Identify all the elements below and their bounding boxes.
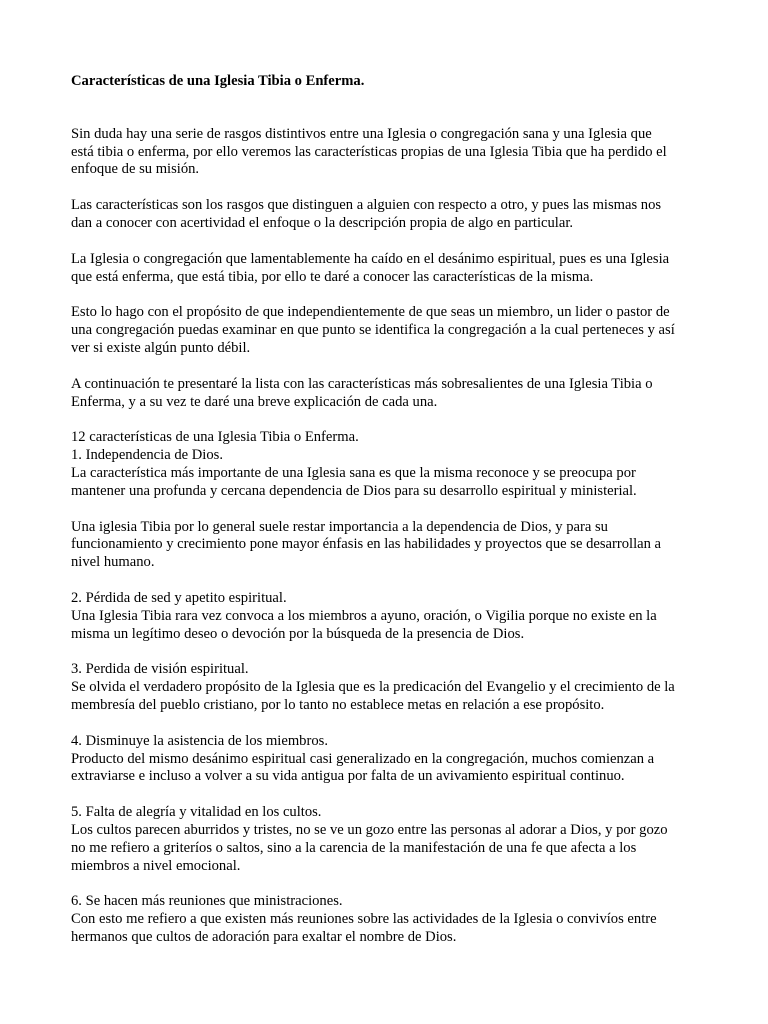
text-line: que está enferma, que está tibia, por ello te daré a conocer las características de la misma. [71, 268, 594, 285]
paragraph [71, 661, 708, 714]
text-line: hermanos que cultos de adoración para exaltar el nombre de Dios. [71, 928, 457, 945]
text-line: Una iglesia Tibia por lo general suele restar importancia a la dependencia de Dios, y para su [71, 518, 608, 535]
text-line: miembros a nivel emocional. [71, 857, 241, 874]
text-line: Los cultos parecen aburridos y tristes, no se ve un gozo entre las personas al adorar a Dios, y por gozo [71, 821, 668, 838]
text-line: mantener una profunda y cercana dependencia de Dios para su desarrollo espiritual y ministerial. [71, 482, 637, 499]
paragraph [71, 304, 708, 357]
text-line: está tibia o enferma, por ello veremos las características propias de una Iglesia Tibia que ha perdido el [71, 143, 667, 160]
text-line: Se olvida el verdadero propósito de la Iglesia que es la predicación del Evangelio y el crecimiento de la [71, 679, 675, 696]
paragraph [71, 893, 708, 946]
text-line: Enferma, y a su vez te daré una breve explicación de cada una. [71, 393, 438, 410]
text-line: A continuación te presentaré la lista con las características más sobresalientes de una Iglesia Tibia o [71, 375, 653, 392]
text-line: ver si existe algún punto débil. [71, 339, 251, 356]
text-line: enfoque de su misión. [71, 161, 200, 178]
text-line: misma un legítimo deseo o devoción por la búsqueda de la presencia de Dios. [71, 625, 525, 642]
text-line: Con esto me refiero a que existen más reuniones sobre las actividades de la Iglesia o convivíos entre [71, 911, 657, 928]
paragraph [71, 251, 708, 287]
paragraph [71, 733, 708, 786]
paragraph [71, 590, 708, 643]
text-line: membresía del pueblo cristiano, por lo tanto no establece metas en relación a ese propósito. [71, 696, 605, 713]
paragraph [71, 197, 708, 233]
text-line: dan a conocer con acertividad el enfoque o la descripción propia de algo en particular. [71, 214, 574, 231]
text-line: Sin duda hay una serie de rasgos distintivos entre una Iglesia o congregación sana y una Iglesia que [71, 125, 652, 142]
text-line: extraviarse e incluso a volver a su vida antigua por falta de un avivamiento espiritual continuo. [71, 768, 625, 785]
paragraph [71, 429, 708, 500]
text-line: La característica más importante de una Iglesia sana es que la misma reconoce y se preocupa por [71, 464, 636, 481]
text-line: Una Iglesia Tibia rara vez convoca a los miembros a ayuno, oración, o Vigilia porque no existe en la [71, 607, 657, 624]
text-line: Producto del mismo desánimo espiritual casi generalizado en la congregación, muchos comienzan a [71, 750, 655, 767]
text-line: Las características son los rasgos que distinguen a alguien con respecto a otro, y pues las mismas nos [71, 197, 662, 214]
text-line: nivel humano. [71, 554, 155, 571]
text-line: funcionamiento y crecimiento pone mayor énfasis en las habilidades y proyectos que se desarrollan a [71, 536, 662, 553]
paragraph [71, 376, 708, 412]
text-line: 5. Falta de alegría y vitalidad en los cultos. [71, 804, 322, 821]
title-text: Características de una Iglesia Tibia o Enferma. [71, 73, 365, 89]
text-line: 6. Se hacen más reuniones que ministraciones. [71, 893, 343, 910]
text-line: 1. Independencia de Dios. [71, 447, 223, 464]
paragraph [71, 804, 708, 875]
text-line: 12 características de una Iglesia Tibia o Enferma. [71, 429, 359, 446]
text-line: 2. Pérdida de sed y apetito espiritual. [71, 589, 287, 606]
text-line: 4. Disminuye la asistencia de los miembros. [71, 732, 328, 749]
text-line: La Iglesia o congregación que lamentablemente ha caído en el desánimo espiritual, pues es una Iglesia [71, 250, 670, 267]
paragraph [71, 519, 708, 572]
text-line: 3. Perdida de visión espiritual. [71, 661, 249, 678]
paragraph [71, 126, 708, 179]
document-body [71, 126, 708, 947]
document-title [71, 73, 708, 91]
text-line: Esto lo hago con el propósito de que independientemente de que seas un miembro, un lider o pastor de [71, 304, 670, 321]
text-line: no me refiero a griteríos o saltos, sino a la carencia de la manifestación de una fe que afecta a los [71, 839, 637, 856]
text-line: una congregación puedas examinar en que punto se identifica la congregación a la cual perteneces y así [71, 322, 675, 339]
